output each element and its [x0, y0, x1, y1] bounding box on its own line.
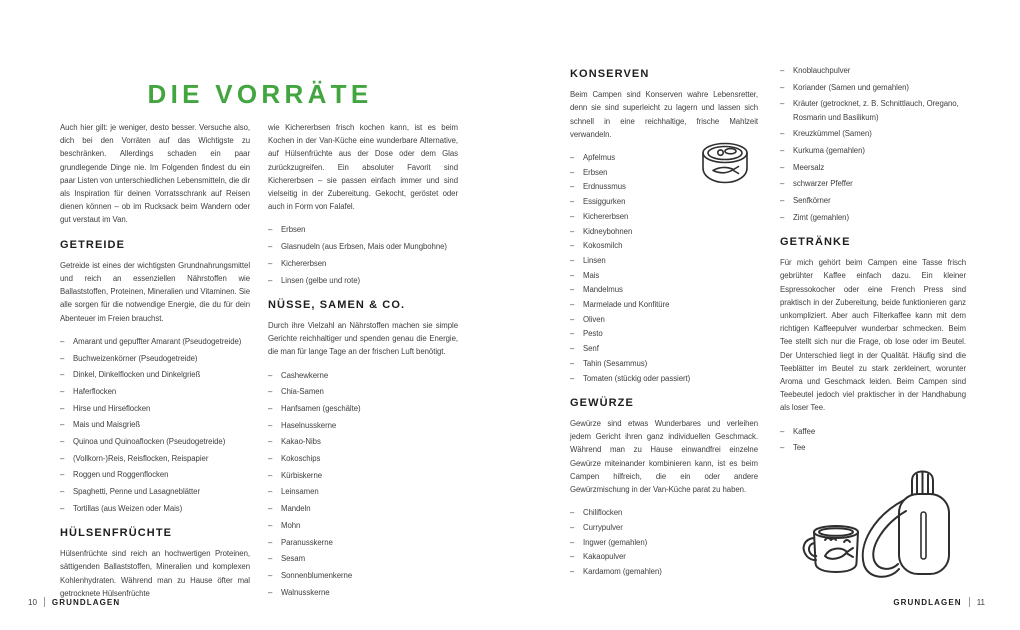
list-dash: –: [268, 370, 273, 380]
list-item-text: Dinkel, Dinkelflocken und Dinkelgrieß: [73, 370, 201, 380]
list-item: [268, 569, 458, 582]
list-item-text: Mohn: [281, 520, 301, 530]
footer-right: [893, 597, 985, 607]
list-item: [570, 195, 758, 208]
heading-huelsenfruechte: HÜLSENFRÜCHTE: [60, 527, 173, 540]
list-item-text: Quinoa und Quinoaflocken (Pseudogetreide): [73, 437, 226, 447]
list-dash: –: [570, 508, 575, 518]
list-item: [780, 64, 966, 77]
list-item-text: Leinsamen: [281, 487, 319, 497]
list-item: [268, 552, 458, 565]
list-item-text: Kreuzkümmel (Samen): [793, 129, 872, 139]
list-dash: –: [780, 196, 785, 206]
list-item: [268, 502, 458, 515]
list-dash: –: [780, 66, 785, 75]
gewuerze-paragraph: Gewürze sind etwas Wunderbares und verleihen jedem Gericht ihren ganz individuellen Geschmack. Während man zu Hause einwandfrei einzelne Gewürze miteinander kombinieren kann, ist es beim Campen hilfreich, die ein oder andere Gewürzmischung in der Van-Küche parat zu haben.: [570, 418, 758, 494]
list-item: [60, 418, 250, 431]
list-dash: –: [268, 454, 273, 464]
list-item-text: Haselnusskerne: [281, 420, 337, 430]
list-dash: –: [780, 162, 785, 172]
list-dash: –: [780, 426, 785, 436]
list-item: [268, 223, 458, 236]
list-item-text: Zimt (gemahlen): [793, 212, 850, 222]
mug-and-flask-illustration: [800, 468, 965, 593]
list-dash: –: [570, 537, 575, 547]
nuesse-paragraph: Durch ihre Vielzahl an Nährstoffen machen sie simple Gerichte reichhaltiger und spenden genau die Energie, die man für lange Tage an der frischen Luft benötigt.: [268, 320, 458, 357]
list-item-text: Amarant und gepuffter Amarant (Pseudogetreide): [73, 336, 242, 346]
page-title: DIE VORRÄTE: [147, 79, 373, 110]
list-item-text: Tee: [793, 443, 806, 453]
huelsenfruechte-paragraph-part2: wie Kichererbsen frisch kochen kann, ist es beim Kochen in der Van-Küche eine wunderbare Alternative, auf Hülsenfrüchte aus der Dose oder dem Glas zurückzugreifen. Ein absoluter Favorit sind Kichererbsen – sie passen einfach immer und sind vielseitig in der Zubereitung. Gekocht, geröstet oder auch in Form von Falafel.: [268, 123, 458, 212]
list-item: [570, 342, 758, 355]
getreide-list: [60, 335, 250, 515]
list-item-text: Oliven: [583, 314, 605, 324]
thermos-flask-icon: [863, 472, 949, 577]
list-item: [570, 225, 758, 238]
list-item: [570, 239, 758, 252]
list-item: [268, 402, 458, 415]
heading-getraenke: GETRÄNKE: [780, 236, 851, 249]
list-item-text: schwarzer Pfeffer: [793, 179, 853, 189]
list-dash: –: [570, 241, 575, 251]
list-item-text: Apfelmus: [583, 153, 616, 163]
list-item: [60, 368, 250, 381]
list-item-text: Meersalz: [793, 162, 825, 172]
list-item-text: Linsen (gelbe und rote): [281, 275, 361, 285]
list-item-text: Kaffee: [793, 426, 816, 436]
list-item-text: Knoblauchpulver: [793, 66, 851, 75]
list-dash: –: [570, 344, 575, 354]
list-item-text: Kichererbsen: [281, 258, 327, 268]
list-item: [570, 269, 758, 282]
footer-divider: [969, 597, 970, 607]
list-dash: –: [60, 386, 65, 396]
list-item: [268, 274, 458, 287]
list-dash: –: [268, 225, 273, 235]
list-item: [780, 81, 966, 94]
konserven-paragraph: Beim Campen sind Konserven wahre Lebensretter, denn sie sind superleicht zu lagern und lassen sich schnell in eine reichhaltige, frische Mahlzeit verwandeln.: [570, 90, 758, 139]
list-item: [60, 468, 250, 481]
list-dash: –: [570, 373, 575, 383]
list-item: [268, 257, 458, 270]
list-dash: –: [268, 242, 273, 252]
list-item-text: Spaghetti, Penne und Lasagneblätter: [73, 487, 201, 497]
list-item-text: Kardamom (gemahlen): [583, 567, 662, 576]
huelsenfruechte-list: [268, 223, 458, 286]
list-item: [268, 369, 458, 382]
list-item-text: Essiggurken: [583, 197, 626, 207]
list-item-text: Paranusskerne: [281, 537, 333, 547]
list-item-text: Mandelmus: [583, 285, 623, 295]
list-item-text: Sonnenblumenkerne: [281, 570, 353, 580]
list-dash: –: [268, 470, 273, 480]
list-item: [570, 298, 758, 311]
list-dash: –: [780, 443, 785, 453]
list-item-text: Koriander (Samen und gemahlen): [793, 82, 909, 92]
list-item: [570, 357, 758, 370]
heading-getreide: GETREIDE: [60, 238, 126, 251]
list-item-text: Erdnussmus: [583, 182, 626, 192]
list-item: [570, 521, 758, 534]
heading-nuesse-samen-co: NÜSSE, SAMEN & CO.: [268, 298, 406, 311]
list-item: [268, 240, 458, 253]
list-item: [780, 127, 966, 140]
list-dash: –: [570, 358, 575, 368]
list-item-text: Senfkörner: [793, 196, 831, 206]
gewuerze-list-part2: [780, 64, 966, 224]
list-item-text: Tomaten (stückig oder passiert): [583, 373, 691, 383]
list-item-text: Erbsen: [583, 167, 608, 177]
list-item-text: Mais und Maisgrieß: [73, 420, 141, 430]
list-dash: –: [570, 270, 575, 280]
list-item: [60, 402, 250, 415]
list-item-text: Kidneybohnen: [583, 226, 633, 236]
intro-paragraph: Auch hier gilt: je weniger, desto besser. Versuche also, dich bei den Vorräten auf das Wichtigste zu beschränken. Allerdings schaden ein paar grundlegende Dinge nie. Im Folgenden findest du ein paar Listen von unterschiedlichen Lebensmitteln, die dir als Inspiration für deinen Vorratsschrank auf Reisen dienen können – ob im Rucksack beim Wandern oder gut verstaut im Van.: [60, 123, 250, 225]
getraenke-paragraph: Für mich gehört beim Campen eine Tasse frisch gebrühter Kaffee einfach dazu. Ein kleiner Espressokocher oder eine French Press sind praktisch in der Zubereitung, beide funktionieren ganz unkompliziert. Aber auch Filterkaffee kann mit dem richtigen Kaffeepulver wunderbar schmecken. Beim Tee stellt sich nur die Frage, ob lose oder im Beutel. Der Unterschied liegt in der Qualität. Häufig sind die Teeblätter im Beutel zu stark zerkleinert, worunter Aroma und Geschmack leiden. Beim Campen sind Teebeutel jedoch viel praktischer in der Handhabung als loser Tee.: [780, 258, 966, 413]
list-item-text: Mandeln: [281, 504, 311, 514]
page-number-left: 10: [28, 597, 37, 607]
camping-mug-icon: [804, 526, 858, 572]
list-item: [570, 283, 758, 296]
list-item-text: Marmelade und Konfitüre: [583, 300, 670, 310]
list-item: [570, 536, 758, 549]
list-dash: –: [780, 129, 785, 139]
list-dash: –: [780, 99, 785, 109]
list-item: [268, 519, 458, 532]
list-item: [780, 97, 966, 123]
list-item: [60, 352, 250, 365]
list-dash: –: [60, 437, 65, 447]
list-item-text: Kokosmilch: [583, 241, 623, 251]
list-dash: –: [570, 567, 575, 576]
list-item: [60, 335, 250, 348]
list-item-text: (Vollkorn-)Reis, Reisflocken, Reispapier: [73, 453, 209, 463]
list-dash: –: [268, 570, 273, 580]
list-dash: –: [570, 285, 575, 295]
list-item: [570, 327, 758, 340]
list-item: [780, 161, 966, 174]
chapter-label-right: GRUNDLAGEN: [893, 597, 962, 607]
list-item: [268, 385, 458, 398]
list-dash: –: [268, 504, 273, 514]
list-dash: –: [268, 420, 273, 430]
list-item-text: Mais: [583, 270, 600, 280]
list-item: [60, 452, 250, 465]
list-item: [60, 485, 250, 498]
left-page-column-1: [60, 121, 250, 600]
list-item: [268, 586, 458, 599]
list-item-text: Sesam: [281, 554, 306, 564]
list-item: [780, 425, 966, 438]
list-item-text: Ingwer (gemahlen): [583, 537, 648, 547]
list-dash: –: [268, 275, 273, 285]
footer-left: [28, 597, 120, 607]
list-dash: –: [60, 487, 65, 497]
list-dash: –: [268, 554, 273, 564]
list-dash: –: [570, 167, 575, 177]
list-item-text: Glasnudeln (aus Erbsen, Mais oder Mungbohne): [281, 242, 447, 252]
right-page-column-2: [780, 64, 966, 459]
list-item: [570, 254, 758, 267]
list-dash: –: [570, 522, 575, 532]
list-dash: –: [268, 520, 273, 530]
list-item: [268, 469, 458, 482]
list-item-text: Erbsen: [281, 225, 306, 235]
list-item-text: Buchweizenkörner (Pseudogetreide): [73, 353, 198, 363]
list-dash: –: [268, 487, 273, 497]
list-dash: –: [268, 403, 273, 413]
list-dash: –: [268, 387, 273, 397]
list-item-text: Chiliflocken: [583, 508, 623, 518]
list-item: [268, 452, 458, 465]
list-dash: –: [60, 453, 65, 463]
list-item: [570, 550, 758, 563]
list-dash: –: [60, 503, 65, 513]
list-item-text: Chia-Samen: [281, 387, 324, 397]
list-item-text: Cashewkerne: [281, 370, 329, 380]
list-dash: –: [60, 370, 65, 380]
list-item: [780, 144, 966, 157]
tin-can-icon: [696, 138, 754, 190]
list-item: [570, 565, 758, 578]
list-item-text: Walnusskerne: [281, 587, 330, 597]
list-dash: –: [60, 470, 65, 480]
list-dash: –: [570, 552, 575, 562]
list-dash: –: [570, 211, 575, 221]
left-page-column-2: [268, 121, 458, 603]
list-item: [268, 419, 458, 432]
list-item: [780, 211, 966, 224]
list-item-text: Kurkuma (gemahlen): [793, 146, 865, 156]
list-dash: –: [60, 420, 65, 430]
list-dash: –: [60, 403, 65, 413]
getreide-paragraph: Getreide ist eines der wichtigsten Grundnahrungsmittel und reich an essenziellen Nährstoffen wie Ballaststoffen, Proteinen, Mineralien und Vitaminen. Sie alle sorgen für die notwendige Energie, die du für dein Abenteuer im Freien brauchst.: [60, 260, 250, 323]
list-dash: –: [570, 182, 575, 192]
footer-divider: [44, 597, 45, 607]
list-item-text: Tahin (Sesammus): [583, 358, 648, 368]
list-item: [268, 435, 458, 448]
list-dash: –: [570, 255, 575, 265]
list-dash: –: [780, 146, 785, 156]
list-item-text: Kürbiskerne: [281, 470, 323, 480]
list-item-text: Linsen: [583, 255, 606, 265]
list-dash: –: [570, 226, 575, 236]
list-dash: –: [570, 153, 575, 163]
list-item-text: Kichererbsen: [583, 211, 629, 221]
list-item: [60, 385, 250, 398]
list-dash: –: [780, 82, 785, 92]
list-dash: –: [570, 314, 575, 324]
chapter-label-left: GRUNDLAGEN: [51, 597, 121, 607]
list-item: [60, 502, 250, 515]
huelsenfruechte-paragraph-part1: Hülsenfrüchte sind reich an hochwertigen Proteinen, sättigenden Ballaststoffen, Mineralien und komplexen Kohlenhydraten. Während man zu Hause öfter mal getrocknete Hülsenfrüchte: [60, 549, 250, 598]
list-item: [570, 313, 758, 326]
list-dash: –: [570, 197, 575, 207]
list-dash: –: [268, 537, 273, 547]
list-item-text: Haferflocken: [73, 386, 117, 396]
list-item: [780, 441, 966, 454]
list-item: [780, 177, 966, 190]
list-item-text: Kokoschips: [281, 454, 321, 464]
page-number-right: 11: [976, 597, 985, 607]
gewuerze-list-part1: [570, 506, 758, 578]
list-item: [268, 536, 458, 549]
list-item: [570, 506, 758, 519]
list-dash: –: [780, 179, 785, 189]
list-item-text: Senf: [583, 344, 599, 354]
list-item-text: Currypulver: [583, 522, 623, 532]
list-item-text: Hirse und Hirseflocken: [73, 403, 151, 413]
list-dash: –: [268, 258, 273, 268]
list-item: [780, 194, 966, 207]
list-dash: –: [570, 329, 575, 339]
nuesse-list: [268, 369, 458, 599]
heading-konserven: KONSERVEN: [570, 68, 650, 80]
list-item: [570, 210, 758, 223]
heading-gewuerze: GEWÜRZE: [570, 396, 634, 409]
list-dash: –: [268, 587, 273, 597]
getraenke-list: [780, 425, 966, 455]
list-dash: –: [780, 212, 785, 222]
list-item: [268, 485, 458, 498]
list-item-text: Kakaopulver: [583, 552, 626, 562]
list-dash: –: [60, 336, 65, 346]
list-item-text: Kräuter (getrocknet, z. B. Schnittlauch, Oregano, Rosmarin und Basilikum): [793, 99, 959, 122]
list-dash: –: [268, 437, 273, 447]
list-dash: –: [570, 300, 575, 310]
list-item-text: Hanfsamen (geschälte): [281, 403, 361, 413]
list-item: [570, 372, 758, 385]
list-item-text: Pesto: [583, 329, 603, 339]
list-dash: –: [60, 353, 65, 363]
list-item: [60, 435, 250, 448]
list-item-text: Tortillas (aus Weizen oder Mais): [73, 503, 183, 513]
list-item-text: Roggen und Roggenflocken: [73, 470, 169, 480]
list-item-text: Kakao-Nibs: [281, 437, 321, 447]
